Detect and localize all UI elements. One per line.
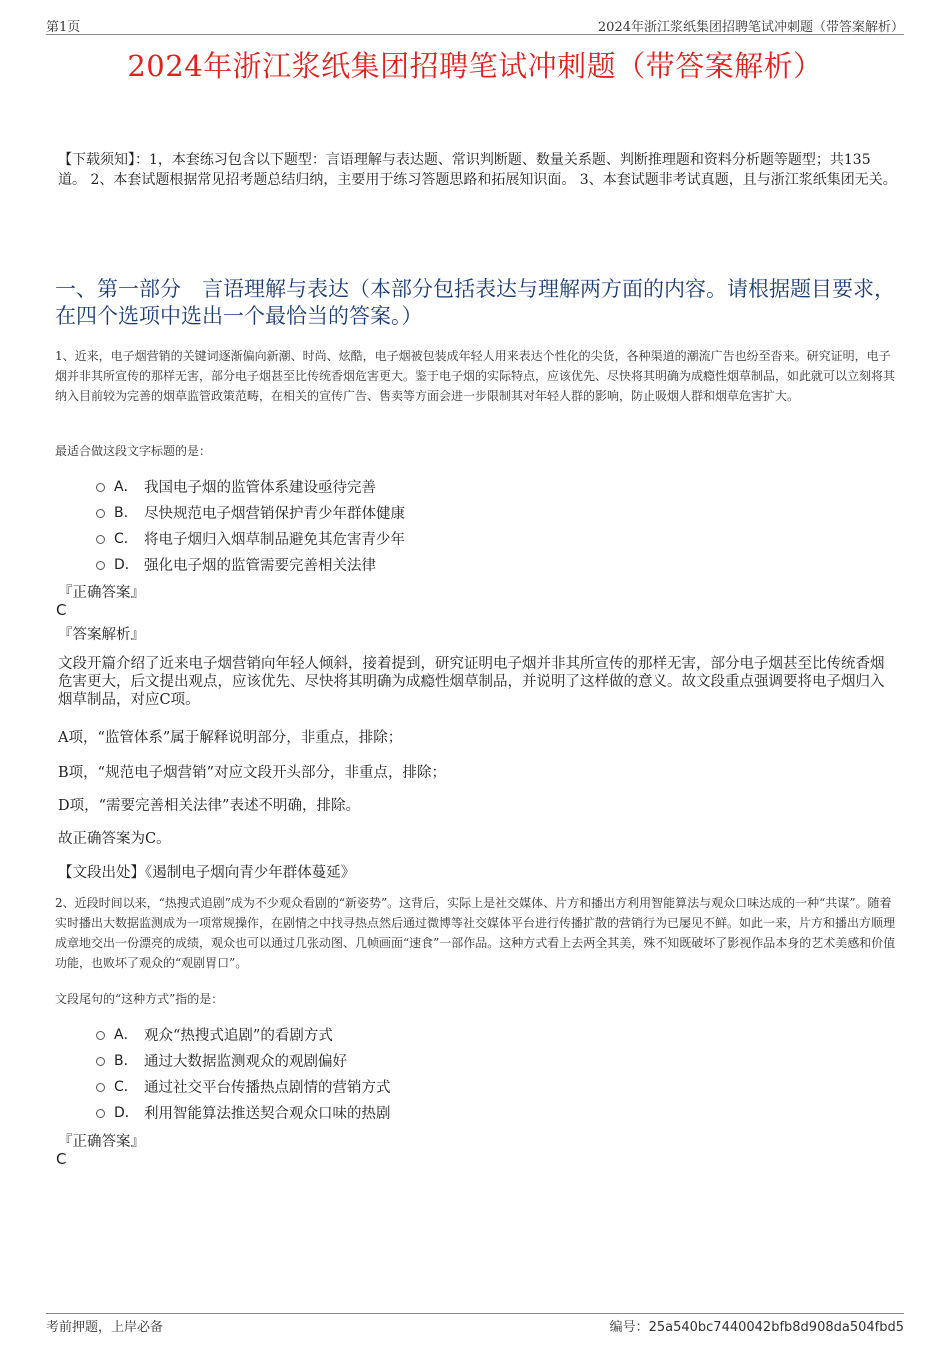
question-2-option-c[interactable]: C． 通过社交平台传播热点剧情的营销方式	[96, 1073, 391, 1099]
question-1-note-b: B项，“规范电子烟营销”对应文段开头部分，非重点，排除；	[58, 765, 446, 781]
radio-icon[interactable]	[96, 1109, 105, 1118]
section-heading: 一、第一部分 言语理解与表达（本部分包括表达与理解两方面的内容。请根据题目要求，在四个选项中选出一个最恰当的答案。）	[55, 277, 895, 328]
question-1-note-a: A项，“监管体系”属于解释说明部分，非重点，排除；	[58, 730, 403, 746]
question-1-analysis: 文段开篇介绍了近来电子烟营销向年轻人倾斜，接着提到，研究证明电子烟并非其所宣传的那样无害，部分电子烟甚至比传统香烟危害更大，后文提出观点，应该优先、尽快将其明确为成瘾性烟草制品，并说明了这样做的意义。故文段重点强调要将电子烟归入烟草制品，对应C项。	[58, 656, 885, 708]
question-1-option-d[interactable]: D． 强化电子烟的监管需要完善相关法律	[96, 551, 405, 577]
question-2-stem: 文段尾句的“这种方式”指的是：	[55, 992, 224, 1006]
radio-icon[interactable]	[96, 1083, 105, 1092]
page-footer	[46, 1313, 904, 1334]
footer-code: 编号：25a540bc7440042bfb8d908da504fbd5	[609, 1320, 904, 1335]
question-1-answer-label: 『正确答案』	[58, 585, 145, 601]
question-1-note-d: D项，“需要完善相关法律”表述不明确，排除。	[58, 798, 360, 814]
question-1-option-a[interactable]: A． 我国电子烟的监管体系建设亟待完善	[96, 473, 405, 499]
question-1-stem: 最适合做这段文字标题的是：	[55, 444, 212, 458]
question-1-source: 【文段出处】《遏制电子烟向青少年群体蔓延》	[58, 865, 356, 881]
radio-icon[interactable]	[96, 535, 105, 544]
question-1-answer: C	[56, 601, 67, 619]
question-2-option-b[interactable]: B． 通过大数据监测观众的观剧偏好	[96, 1047, 391, 1073]
question-1-conclusion: 故正确答案为C。	[58, 831, 171, 847]
question-2-answer: C	[56, 1150, 67, 1168]
question-1-option-c[interactable]: C． 将电子烟归入烟草制品避免其危害青少年	[96, 525, 405, 551]
radio-icon[interactable]	[96, 1057, 105, 1066]
radio-icon[interactable]	[96, 509, 105, 518]
header-doc-title: 2024年浙江浆纸集团招聘笔试冲刺题（带答案解析）	[597, 20, 904, 35]
question-2-option-d[interactable]: D． 利用智能算法推送契合观众口味的热剧	[96, 1099, 391, 1125]
question-2-option-a[interactable]: A． 观众“热搜式追剧”的看剧方式	[96, 1021, 391, 1047]
question-1-options	[96, 473, 405, 577]
question-2-text: 2、近段时间以来，“热搜式追剧”成为不少观众看剧的“新姿势”。这背后，实际上是社交媒体、片方和播出方利用智能算法与观众口味达成的一种“共谋”。随着实时播出大数据监测成为一项常规操作，在剧情之中找寻热点然后通过微博等社交媒体平台进行传播扩散的营销行为已屡见不鲜。如此一来，片方和播出方顺理成章地交出一份漂亮的成绩，观众也可以通过几张动图、几帧画面“速食”一部作品。这种方式看上去两全其美，殊不知既破坏了影视作品本身的艺术美感和价值功能，也败坏了观众的“观剧胃口”。	[55, 896, 896, 970]
question-1-option-b[interactable]: B． 尽快规范电子烟营销保护青少年群体健康	[96, 499, 405, 525]
question-1-analysis-label: 『答案解析』	[58, 627, 145, 643]
question-2-options	[96, 1021, 391, 1125]
page-number: 第1页	[46, 20, 81, 35]
radio-icon[interactable]	[96, 561, 105, 570]
page-header	[46, 14, 904, 35]
question-2-answer-label: 『正确答案』	[58, 1134, 145, 1150]
radio-icon[interactable]	[96, 483, 105, 492]
document-title: 2024年浙江浆纸集团招聘笔试冲刺题（带答案解析）	[127, 49, 823, 83]
radio-icon[interactable]	[96, 1031, 105, 1040]
download-notice: 【下载须知】：1，本套练习包含以下题型：言语理解与表达题、常识判断题、数量关系题、判断推理题和资料分析题等题型；共135道。 2、本套试题根据常见招考题总结归纳，主要用于练习答题思路和拓展知识面。 3、本套试题非考试真题，且与浙江浆纸集团无关。	[58, 152, 897, 188]
footer-slogan: 考前押题，上岸必备	[46, 1320, 164, 1335]
question-1-text: 1、近来，电子烟营销的关键词逐渐偏向新潮、时尚、炫酷，电子烟被包装成年轻人用来表达个性化的尖货，各种渠道的潮流广告也纷至沓来。研究证明，电子烟并非其所宣传的那样无害，部分电子烟甚至比传统香烟危害更大。鉴于电子烟的实际特点，应该优先、尽快将其明确为成瘾性烟草制品，如此就可以立刻将其纳入目前较为完善的烟草监管政策范畴，在相关的宣传广告、售卖等方面会进一步限制其对年轻人群的影响，防止吸烟人群和烟草危害扩大。	[55, 349, 896, 403]
